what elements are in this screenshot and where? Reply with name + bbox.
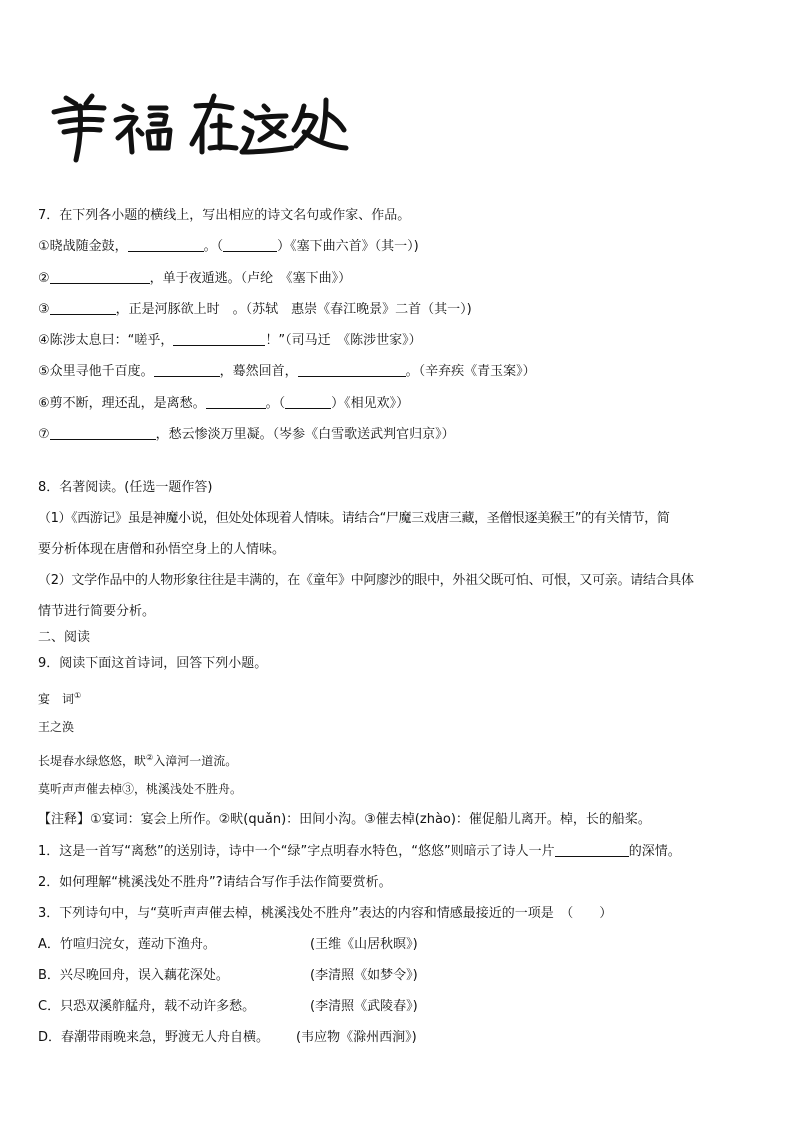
q9-sub-2: 2．如何理解“桃溪浅处不胜舟”?请结合写作手法作简要赏析。 <box>38 875 392 890</box>
q7-item-3 <box>38 302 472 318</box>
q7-item-7-a: ⑦ <box>38 427 50 442</box>
calligraphy-logo <box>46 86 356 166</box>
choice-b[interactable] <box>38 968 418 984</box>
q7-item-1-b: 。（ <box>203 239 224 254</box>
answer-blank[interactable] <box>223 239 277 252</box>
section-heading: 二、阅读 <box>38 630 91 645</box>
q9-sub-1-a: 1．这是一首写“离愁”的送别诗，诗中一个“绿”字点明春水特色，“悠悠”则暗示了诗人一片 <box>38 844 555 859</box>
q7-item-7 <box>38 427 455 443</box>
poem-line-2: 莫听声声催去棹③，桃溪浅处不胜舟。 <box>38 782 243 796</box>
poem-notes: 【注释】①宴词：宴会上所作。②畎(quǎn)：田间小沟。③催去棹(zhào)：催促船儿离开。棹，长的船桨。 <box>38 812 651 827</box>
q7-stem: 7．在下列各小题的横线上，写出相应的诗文名句或作家、作品。 <box>38 208 411 223</box>
q7-item-1-a: ①晓战随金鼓， <box>38 239 128 254</box>
answer-blank[interactable] <box>206 396 266 409</box>
choice-a-source: (王维《山居秋暝》) <box>310 937 418 952</box>
choice-a[interactable] <box>38 937 418 953</box>
q7-item-6 <box>38 396 409 412</box>
q7-item-1 <box>38 239 419 255</box>
choice-b-text: B．兴尽晚回舟，误入藕花深处。 <box>38 968 229 983</box>
q7-item-4-b: ！”（司马迁 《陈涉世家》） <box>265 333 422 348</box>
answer-blank[interactable] <box>555 844 629 857</box>
poem-line-1 <box>38 750 237 769</box>
answer-blank[interactable] <box>173 333 265 346</box>
footnote-marker: ② <box>146 753 154 762</box>
q7-item-6-c: ）《相见欢》） <box>331 396 410 411</box>
answer-blank[interactable] <box>298 364 406 377</box>
q7-item-4-a: ④陈涉太息曰：“嗟乎， <box>38 333 174 348</box>
poem-title-text: 宴 词 <box>38 692 75 706</box>
choice-a-text: A．竹喧归浣女，莲动下渔舟。 <box>38 937 216 952</box>
footnote-marker: ① <box>74 691 82 700</box>
poem-title <box>38 688 81 707</box>
poem-line-1-b: 入漳河一道流。 <box>153 754 238 768</box>
q7-item-3-b: ，正是河豚欲上时 。（苏轼 惠崇《春江晚景》二首（其一）) <box>115 302 472 317</box>
choice-d-text: D．春潮带雨晚来急，野渡无人舟自横。 <box>38 1030 270 1045</box>
q8-stem: 8．名著阅读。(任选一题作答) <box>38 480 213 495</box>
q8-option-2-line-2: 情节进行简要分析。 <box>38 604 156 619</box>
q9-sub-1 <box>38 844 681 860</box>
poem-author: 王之涣 <box>38 720 75 734</box>
answer-blank[interactable] <box>50 427 156 440</box>
q7-item-2-b: ，单于夜遁逃。（卢纶 《塞下曲》） <box>149 271 352 286</box>
q7-item-5-a: ⑤众里寻他千百度。 <box>38 364 154 379</box>
q9-stem: 9．阅读下面这首诗词，回答下列小题。 <box>38 656 268 671</box>
q7-item-4 <box>38 333 422 349</box>
q7-item-7-b: ，愁云惨淡万里凝。（岑参《白雪歌送武判官归京》） <box>155 427 455 442</box>
q7-item-1-c: ）《塞下曲六首》（其一）) <box>277 239 419 254</box>
q7-item-6-a: ⑥剪不断，理还乱，是离愁。 <box>38 396 206 411</box>
q7-item-2 <box>38 271 351 287</box>
answer-blank[interactable] <box>50 271 150 284</box>
q8-option-2-line-1: （2）文学作品中的人物形象往往是丰满的，在《童年》中阿廖沙的眼中，外祖父既可怕、可恨，又可亲。请结合具体 <box>38 573 694 588</box>
q8-option-1-line-1: （1）《西游记》虽是神魔小说，但处处体现着人情味。请结合“尸魔三戏唐三藏，圣僧恨逐美猴王”的有关情节，简 <box>38 511 670 526</box>
answer-blank[interactable] <box>285 396 331 409</box>
q9-sub-3: 3．下列诗句中，与“莫听声声催去棹，桃溪浅处不胜舟”表达的内容和情感最接近的一项是 （ ） <box>38 906 613 921</box>
choice-c-source: (李清照《武陵春》) <box>310 999 418 1014</box>
choice-d[interactable] <box>38 1030 417 1046</box>
choice-c-text: C．只恐双溪舴艋舟，载不动许多愁。 <box>38 999 256 1014</box>
answer-blank[interactable] <box>50 302 116 315</box>
q7-item-2-a: ② <box>38 271 50 286</box>
answer-blank[interactable] <box>154 364 220 377</box>
poem-line-1-a: 长堤春水绿悠悠，畎 <box>38 754 147 768</box>
choice-d-source: (韦应物《滁州西涧》) <box>296 1030 417 1045</box>
choice-b-source: (李清照《如梦令》) <box>310 968 418 983</box>
q7-item-5-c: 。（辛弃疾《青玉案》） <box>405 364 536 379</box>
q7-item-6-b: 。（ <box>265 396 286 411</box>
q7-item-5-b: ，蓦然回首， <box>219 364 298 379</box>
q9-sub-1-b: 的深情。 <box>628 844 681 859</box>
q7-item-5 <box>38 364 536 380</box>
choice-c[interactable] <box>38 999 418 1015</box>
answer-blank[interactable] <box>128 239 204 252</box>
q8-option-1-line-2: 要分析体现在唐僧和孙悟空身上的人情味。 <box>38 542 286 557</box>
q7-item-3-a: ③ <box>38 302 50 317</box>
